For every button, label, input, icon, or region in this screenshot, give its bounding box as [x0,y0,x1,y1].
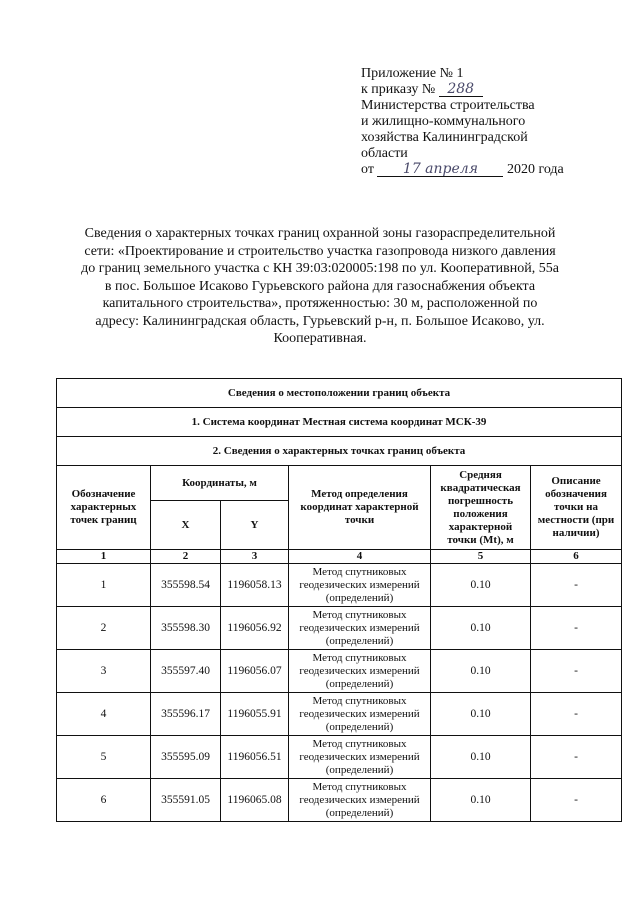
date-suffix: 2020 года [506,162,564,177]
cell-desc: - [531,564,622,607]
section-points: 2. Сведения о характерных точках границ объекта [57,437,622,466]
cell-method: Метод спутниковых геодезических измерений (определений) [289,564,431,607]
cell-point: 1 [57,564,151,607]
column-numbers-row [57,550,622,564]
ministry-line-3: хозяйства Калининградской [361,130,528,145]
ministry-line-4: области [361,146,408,161]
table-row [57,779,622,822]
table-row [57,607,622,650]
col-number: 2 [151,550,221,564]
cell-desc: - [531,650,622,693]
document-title: Сведения о характерных точках границ охранной зоны газораспределительной сети: «Проектирование и строительство участка газопровода низкого давления до границ земельного участка с КН 39:03:020005:198 по ул. Кооперативной, 55а в пос. Большое Исаково Гурьевского района для газоснабжения объекта капитального строительства», протяженностью: 30 м, расположенной по адресу: Калининградская область, Гурьевский р-н, п. Большое Исаково, ул. Кооперативная. [81,226,559,346]
cell-x: 355598.30 [151,607,221,650]
header-point: Обозначение характерных точек границ [57,466,151,550]
section-main-row [57,379,622,408]
cell-desc: - [531,779,622,822]
cell-point: 2 [57,607,151,650]
cell-error: 0.10 [431,607,531,650]
ministry-line-1: Министерства строительства [361,98,535,113]
cell-point: 5 [57,736,151,779]
col-number: 4 [289,550,431,564]
boundary-points-table [56,378,622,822]
cell-y: 1196058.13 [221,564,289,607]
cell-method: Метод спутниковых геодезических измерений (определений) [289,779,431,822]
cell-error: 0.10 [431,650,531,693]
cell-method: Метод спутниковых геодезических измерений (определений) [289,693,431,736]
cell-desc: - [531,607,622,650]
cell-x: 355591.05 [151,779,221,822]
cell-y: 1196056.51 [221,736,289,779]
cell-point: 3 [57,650,151,693]
col-number: 3 [221,550,289,564]
table-row [57,736,622,779]
header-error: Средняя квадратическая погрешность положения характерной точки (Mt), м [431,466,531,550]
order-line [361,82,621,98]
section-coords: 1. Система координат Местная система координат МСК-39 [57,408,622,437]
cell-x: 355598.54 [151,564,221,607]
cell-method: Метод спутниковых геодезических измерений (определений) [289,607,431,650]
date-line [361,162,621,178]
cell-error: 0.10 [431,693,531,736]
table-row [57,650,622,693]
col-number: 5 [431,550,531,564]
cell-desc: - [531,736,622,779]
header-y: Y [221,501,289,550]
header-coords: Координаты, м [151,466,289,501]
col-number: 6 [531,550,622,564]
table-row [57,564,622,607]
cell-error: 0.10 [431,736,531,779]
header-method: Метод определения координат характерной точки [289,466,431,550]
cell-point: 6 [57,779,151,822]
cell-y: 1196056.07 [221,650,289,693]
order-prefix: к приказу № [361,82,436,97]
order-number: 288 [439,82,483,97]
cell-y: 1196055.91 [221,693,289,736]
cell-y: 1196065.08 [221,779,289,822]
cell-point: 4 [57,693,151,736]
cell-x: 355596.17 [151,693,221,736]
date-prefix: от [361,162,374,177]
section-points-row [57,437,622,466]
ministry-line-2: и жилищно-коммунального [361,114,526,129]
cell-y: 1196056.92 [221,607,289,650]
cell-method: Метод спутниковых геодезических измерений (определений) [289,736,431,779]
cell-x: 355595.09 [151,736,221,779]
appendix-block [361,66,621,178]
date-handwritten: 17 апреля [377,162,503,177]
appendix-label: Приложение № 1 [361,66,464,81]
header-row-1 [57,466,622,501]
header-x: X [151,501,221,550]
section-main: Сведения о местоположении границ объекта [57,379,622,408]
cell-error: 0.10 [431,564,531,607]
section-coords-row [57,408,622,437]
cell-x: 355597.40 [151,650,221,693]
table-row [57,693,622,736]
cell-method: Метод спутниковых геодезических измерений (определений) [289,650,431,693]
cell-desc: - [531,693,622,736]
col-number: 1 [57,550,151,564]
header-desc: Описание обозначения точки на местности (при наличии) [531,466,622,550]
cell-error: 0.10 [431,779,531,822]
